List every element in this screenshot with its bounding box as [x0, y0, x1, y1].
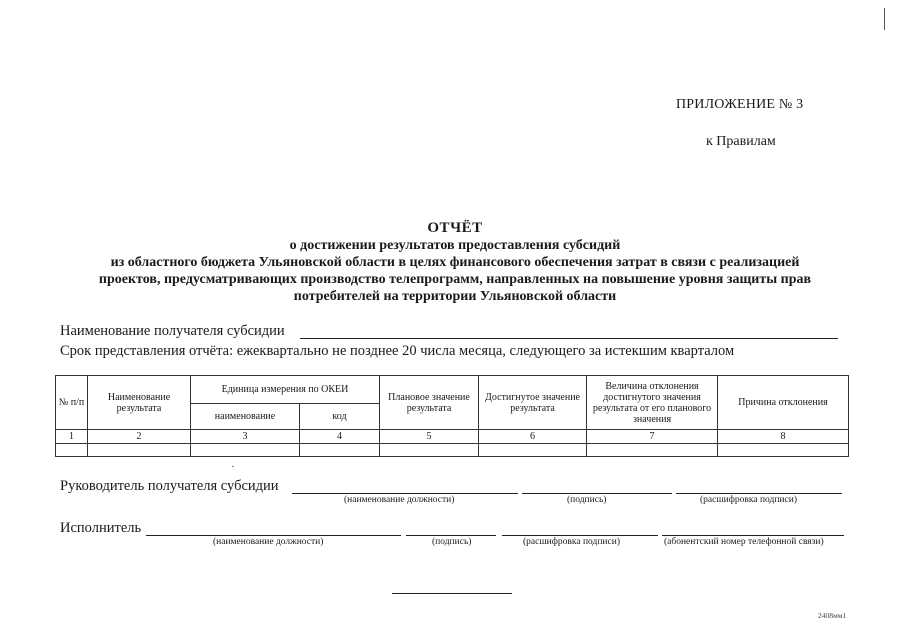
head-signature-line[interactable] [522, 493, 672, 494]
column-number: 6 [479, 430, 587, 444]
header-planned: Плановое значение результата [380, 376, 479, 430]
column-number: 2 [88, 430, 191, 444]
head-decoding-caption: (расшифровка подписи) [700, 495, 797, 505]
column-number: 4 [300, 430, 380, 444]
scan-speck [232, 466, 234, 467]
appendix-number: ПРИЛОЖЕНИЕ № 3 [676, 97, 804, 112]
table-cell[interactable] [191, 444, 300, 457]
table-cell[interactable] [380, 444, 479, 457]
table-cell[interactable] [56, 444, 88, 457]
executor-signature-line[interactable] [406, 535, 496, 536]
column-number: 1 [56, 430, 88, 444]
head-signature-label: Руководитель получателя субсидии [60, 478, 279, 494]
table-cell[interactable] [479, 444, 587, 457]
header-unit-code: код [300, 404, 380, 430]
report-table [55, 375, 849, 457]
header-deviation: Величина отклонения достигнутого значения результата от его планового значения [587, 376, 718, 430]
head-signature-caption: (подпись) [567, 495, 607, 505]
head-position-caption: (наименование должности) [344, 495, 455, 505]
executor-decoding-caption: (расшифровка подписи) [523, 537, 620, 547]
column-number: 8 [718, 430, 849, 444]
recipient-name-input[interactable] [300, 338, 838, 339]
recipient-field [60, 323, 285, 340]
header-reason: Причина отклонения [718, 376, 849, 430]
table-cell[interactable] [718, 444, 849, 457]
header-unit-name: наименование [191, 404, 300, 430]
header-unit-group: Единица измерения по ОКЕИ [191, 376, 380, 404]
executor-phone-line[interactable] [662, 535, 844, 536]
executor-position-line[interactable] [146, 535, 401, 536]
title-line-2: о достижении результатов предоставления субсидий [289, 238, 621, 253]
header-achieved: Достигнутое значение результата [479, 376, 587, 430]
header-result-name: Наименование результата [88, 376, 191, 430]
end-separator-line [392, 593, 512, 594]
corner-mark [884, 8, 885, 30]
title-line-5: потребителей на территории Ульяновской области [293, 289, 617, 304]
executor-phone-caption: (абонентский номер телефонной связи) [664, 537, 824, 547]
column-number: 7 [587, 430, 718, 444]
column-numbers-row [56, 430, 849, 444]
table-cell[interactable] [587, 444, 718, 457]
executor-position-caption: (наименование должности) [213, 537, 324, 547]
table-cell[interactable] [88, 444, 191, 457]
head-decoding-line[interactable] [676, 493, 842, 494]
table-row [56, 444, 849, 457]
title-line-3: из областного бюджета Ульяновской области в целях финансового обеспечения затрат в связи с реализацией [110, 255, 800, 270]
column-number: 5 [380, 430, 479, 444]
executor-label: Исполнитель [60, 520, 142, 536]
appendix-rules-ref: к Правилам [706, 134, 776, 149]
recipient-label: Наименование получателя субсидии [60, 323, 285, 339]
report-title [40, 220, 870, 305]
executor-signature-caption: (подпись) [432, 537, 472, 547]
footer-code: 2408мм1 [818, 611, 847, 620]
title-line-1: ОТЧЁТ [427, 220, 483, 236]
executor-decoding-line[interactable] [502, 535, 658, 536]
header-num: № п/п [56, 376, 88, 430]
table-cell[interactable] [300, 444, 380, 457]
deadline-text: Срок представления отчёта: ежеквартально не позднее 20 числа месяца, следующего за истекшим кварталом [60, 343, 735, 359]
title-line-4: проектов, предусматривающих производство телепрограмм, направленных на повышение уровня защиты прав [98, 272, 812, 287]
column-number: 3 [191, 430, 300, 444]
head-position-line[interactable] [292, 493, 518, 494]
